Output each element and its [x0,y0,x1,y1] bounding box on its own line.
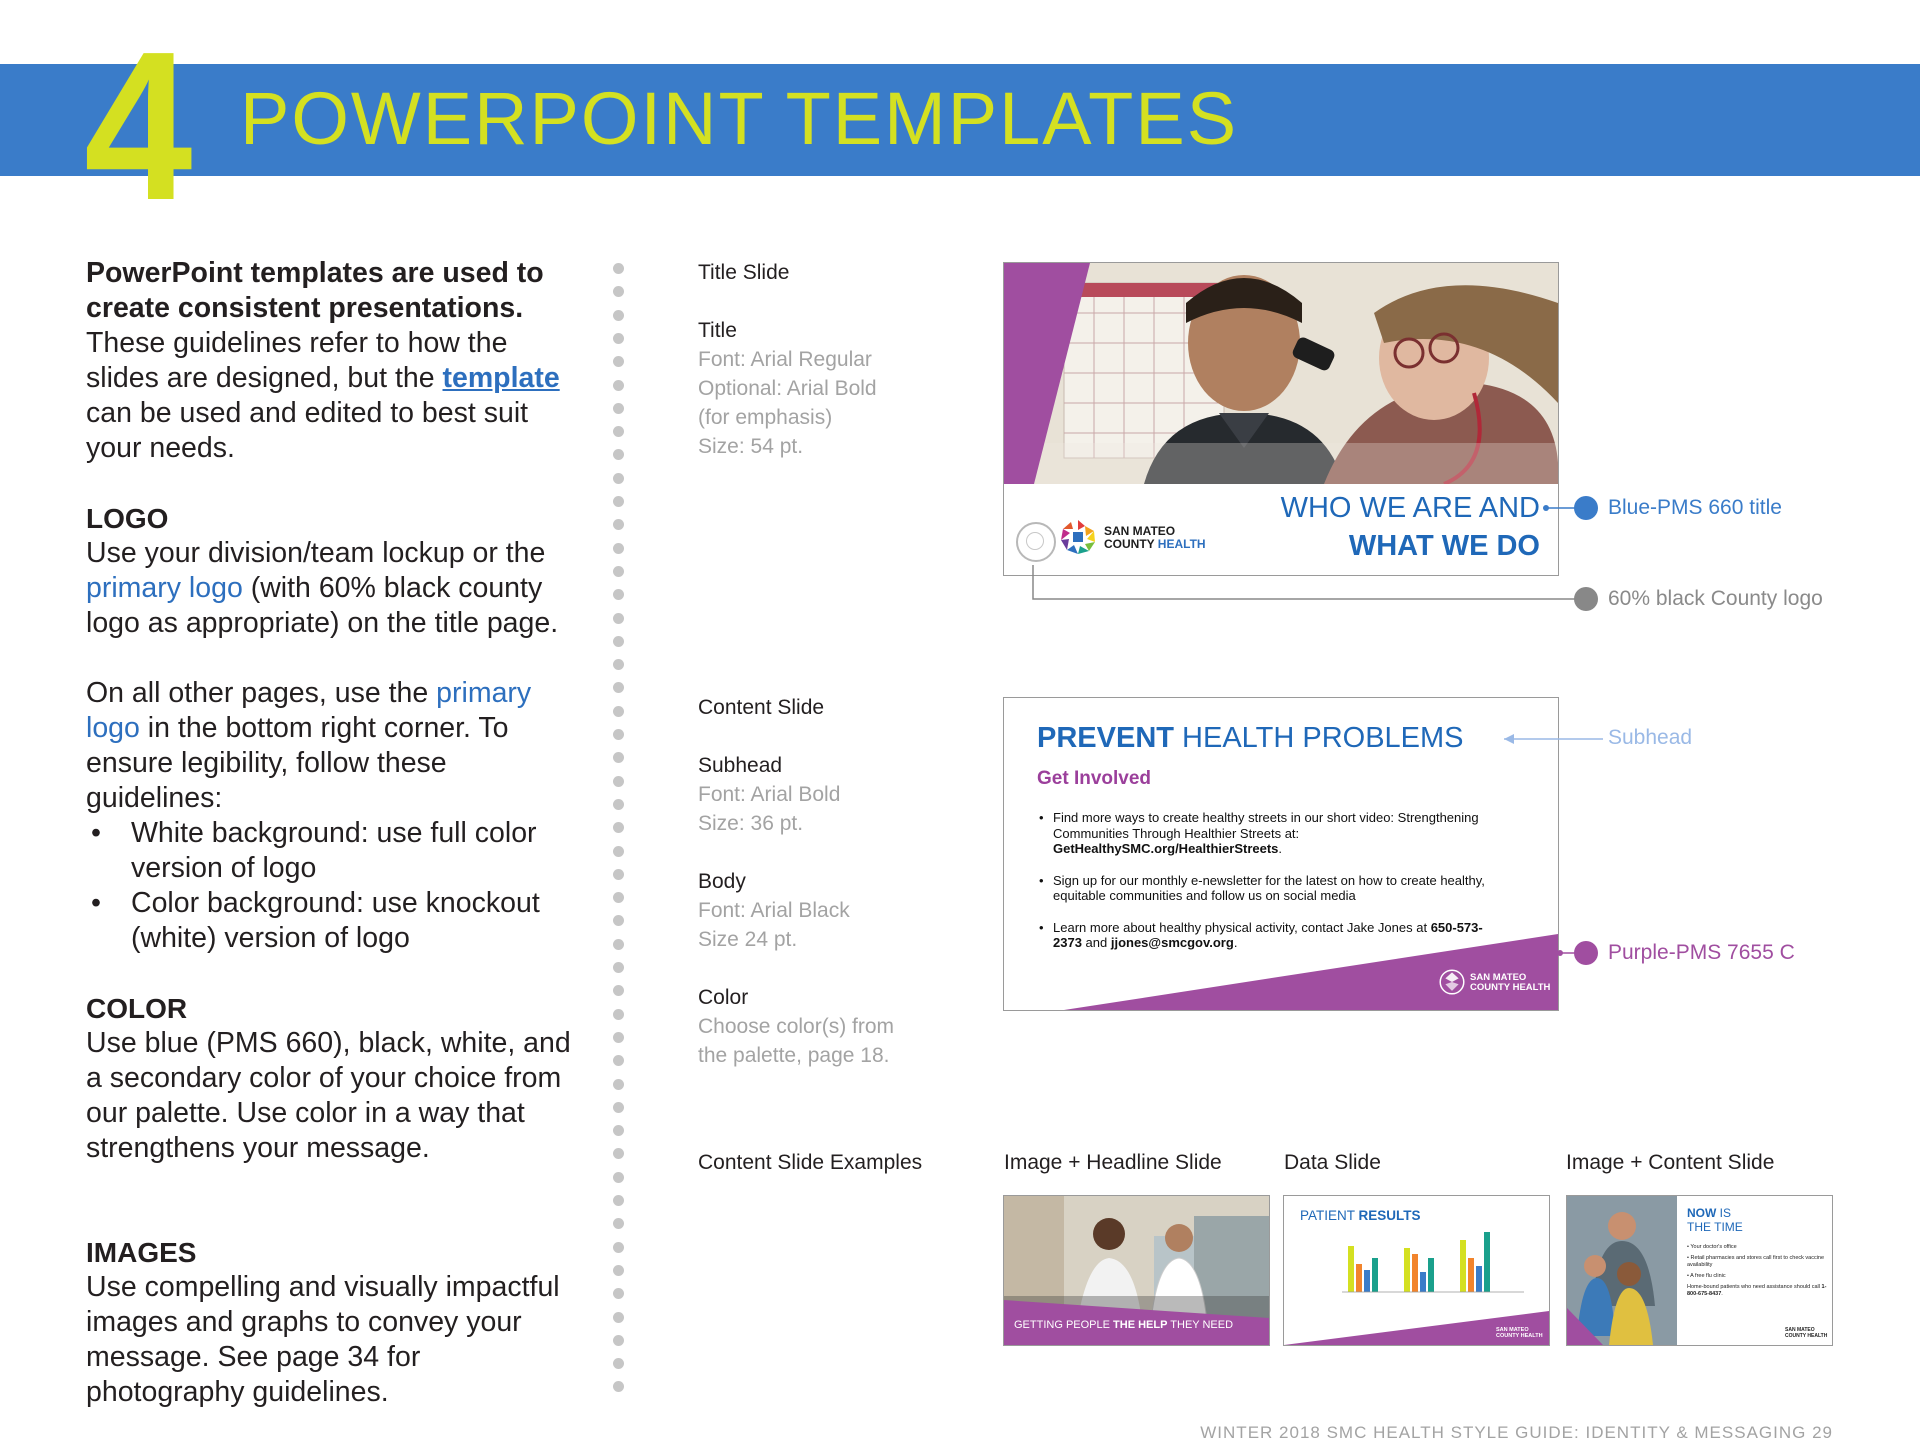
divider-dot [613,915,624,926]
images-section [86,1235,576,1410]
logo-heading: LOGO [86,503,169,534]
divider-dot [613,1032,624,1043]
divider-dot [613,1312,624,1323]
divider-dot [613,519,624,530]
divider-dot [613,962,624,973]
spec-color-label: Color [698,986,749,1009]
chart-bar [1476,1266,1482,1292]
spec-value: Size: 36 pt. [698,812,804,835]
content-slide-body [1037,810,1507,967]
intro-bold: PowerPoint templates are used to create consistent presentations. [86,257,544,324]
divider-dot [613,752,624,763]
divider-dot [613,939,624,950]
chart-bar [1364,1270,1370,1292]
title-callout-lines [1030,490,1610,610]
divider-dot [613,892,624,903]
content-slide-subhead: Get Involved [1037,768,1152,789]
headline-rest: HEALTH PROBLEMS [1173,722,1464,754]
list-item: • Learn more about healthy physical activity, contact Jake Jones at 650-573-2373 and jjones@smcgov.org. [1037,920,1507,951]
divider-dot [613,985,624,996]
title-text: IS [1716,1206,1731,1220]
blue-title-callout: Blue-PMS 660 title [1608,496,1782,519]
example-2-label: Data Slide [1284,1151,1381,1174]
divider-dot [613,356,624,367]
chart-bar [1460,1240,1466,1292]
example-image-headline-slide [1003,1195,1270,1346]
chart-bar [1468,1258,1474,1292]
list-item: • Your doctor's office [1687,1244,1737,1250]
title-slide-title-line1: WHO WE ARE AND [1280,492,1540,524]
divider-dot [613,659,624,670]
logo-line: COUNTY HEALTH [1785,1332,1828,1339]
list-item: • Retail pharmacies and stores call first to check vaccine availability [1687,1255,1825,1268]
divider-dot [613,1102,624,1113]
divider-dot [613,1148,624,1159]
logo-line: COUNTY HEALTH [1496,1333,1543,1339]
logo-text-2: On all other pages, use the [86,677,437,709]
chart-bar [1404,1248,1410,1292]
color-text: Use blue (PMS 660), black, white, and a secondary color of your choice from our palette. Use color in a way that strengthens your message. [86,1027,571,1164]
logo-line: SAN MATEO [1496,1327,1529,1333]
divider-dot [613,822,624,833]
divider-dot [613,1218,624,1229]
content-slide-preview [1003,697,1559,1011]
headline-bold: PREVENT [1037,722,1174,754]
template-link[interactable]: template [442,362,560,394]
logo-section [86,501,576,956]
example-image-content-slide [1566,1195,1833,1346]
divider-dot [613,1172,624,1183]
divider-dot [613,1079,624,1090]
title-slide-photo [1004,263,1558,484]
example-3-body [1687,1244,1827,1298]
spec-title-label: Title [698,319,737,342]
divider-dot [613,1242,624,1253]
divider-dot [613,403,624,414]
county-logo-callout: 60% black County logo [1608,587,1823,610]
note-phone: 1-800-675-8437 [1687,1284,1827,1297]
logo-line: SAN MATEO [1470,972,1527,983]
spec-value: Size 24 pt. [698,928,798,951]
divider-dot [613,776,624,787]
chart-bar [1484,1232,1490,1292]
divider-dot [613,1265,624,1276]
list-item: • Color background: use knockout (white) version of logo [86,886,576,956]
divider-dot [613,286,624,297]
title-slide-spec [698,258,958,461]
title-bold: NOW [1687,1206,1717,1220]
images-text: Use compelling and visually impactful images and graphs to convey your message. See page 34 for photography guidelines. [86,1271,560,1408]
content-callout-lines [1500,726,1620,986]
primary-logo-link-2[interactable]: primary logo [86,677,532,744]
spec-value: Font: Arial Black [698,899,850,922]
spec-value: Optional: Arial Bold (for emphasis) [698,377,877,429]
divider-dot [613,799,624,810]
title-bold: RESULTS [1358,1208,1421,1223]
chart-bar [1420,1272,1426,1292]
logo-text-2-end: in the bottom right corner. To ensure legibility, follow these guidelines: [86,712,509,814]
divider-dot [613,869,624,880]
divider-dot [613,333,624,344]
title-text: PATIENT [1300,1208,1359,1223]
example-2-logo [1496,1327,1543,1339]
chart-bar [1412,1254,1418,1292]
content-slide-spec [698,693,958,1070]
bullet-text: Learn more about healthy physical activity, contact Jake Jones at [1053,919,1431,935]
color-section [86,991,576,1166]
divider-dot [613,1125,624,1136]
divider-dot [613,706,624,717]
logo-line: COUNTY HEALTH [1470,982,1551,993]
example-data-slide [1283,1195,1550,1346]
divider-dot [613,473,624,484]
divider-dot [613,449,624,460]
divider-dot [613,543,624,554]
list-item: • Find more ways to create healthy streets in our short video: Strengthening Communities Through Healthier Streets at: GetHealthySMC.org/HealthierStreets. [1037,810,1507,857]
example-3-note: Home-bound patients who need assistance should call 1-800-675-8437. [1687,1284,1827,1297]
divider-dot [613,1055,624,1066]
list-item: • A free flu clinic [1687,1273,1726,1279]
list-item: • White background: use full color version of logo [86,816,576,886]
divider-dot [613,1381,624,1392]
title-text: THE TIME [1687,1220,1743,1234]
divider-dot [613,729,624,740]
subhead-callout: Subhead [1608,726,1693,749]
title-slide-title-line2: WHAT WE DO [1348,530,1540,562]
bullet-bold: GetHealthySMC.org/HealthierStreets [1053,841,1279,856]
divider-dot [613,682,624,693]
blue-callout-dot [1574,496,1598,520]
page-footer: WINTER 2018 SMC HEALTH STYLE GUIDE: IDENTITY & MESSAGING 29 [1200,1423,1833,1442]
caption-text: GETTING PEOPLE [1014,1319,1114,1331]
content-slide-headline [1037,722,1464,755]
logo-line: COUNTY [1104,537,1158,551]
spec-body-label: Body [698,870,746,893]
example-1-label: Image + Headline Slide [1004,1151,1222,1174]
chart-bar [1372,1258,1378,1292]
divider-dot [613,263,624,274]
example-2-bar-chart [1284,1196,1549,1345]
logo-line: SAN MATEO [1104,524,1176,538]
divider-dot [613,1195,624,1206]
primary-logo-link[interactable]: primary logo [86,572,243,604]
chart-bar [1348,1246,1354,1292]
list-item: • Sign up for our monthly e-newsletter for the latest on how to create healthy, equitable communities and follow us on social media [1037,873,1507,904]
divider-dot [613,426,624,437]
divider-dot [613,1009,624,1020]
logo-text: Use your division/team lockup or the [86,537,546,569]
divider-dot [613,1288,624,1299]
divider-dot [613,636,624,647]
knockout-logo-icon [1438,968,1466,996]
spec-value: Choose color(s) from the palette, page 18. [698,1015,895,1067]
example-3-logo [1785,1328,1827,1339]
note-text: Home-bound patients who need assistance should call [1687,1284,1822,1290]
spec-label: Title Slide [698,261,790,284]
example-3-label: Image + Content Slide [1566,1151,1775,1174]
purple-callout: Purple-PMS 7655 C [1608,941,1795,964]
example-3-title [1687,1206,1743,1234]
divider-dot [613,613,624,624]
spec-subhead-label: Subhead [698,754,783,777]
item-text: A free flu clinic [1690,1273,1726,1279]
dotted-divider [613,263,625,1403]
intro-text-end: can be used and edited to best suit your needs. [86,397,529,464]
examples-label: Content Slide Examples [698,1151,923,1174]
color-heading: COLOR [86,993,188,1024]
logo-text-end: (with 60% black county logo as appropriate) on the title page. [86,572,559,639]
logo-line: SAN MATEO [1785,1327,1815,1333]
page-title: POWERPOINT TEMPLATES [240,77,1239,160]
divider-dot [613,1358,624,1369]
divider-dot [613,566,624,577]
intro-text: These guidelines refer to how the slides are designed, but the [86,327,508,394]
item-text: Your doctor's office [1690,1244,1737,1250]
logo-line-accent: HEALTH [1157,537,1206,551]
gray-callout-dot [1574,587,1598,611]
bullet-email: jjones@smcgov.org [1110,935,1234,950]
bullet-phone: 650-573-2373 [1053,919,1483,950]
divider-dot [613,589,624,600]
images-heading: IMAGES [86,1237,197,1268]
bullet-text: Find more ways to create healthy streets in our short video: Strengthening Communities Through Healthier Streets at: [1053,810,1479,841]
divider-dot [613,310,624,321]
bullet-text: and [1081,935,1111,950]
chart-bar [1356,1264,1362,1292]
spec-value: Size: 54 pt. [698,435,804,458]
divider-dot [613,846,624,857]
caption-text: THEY NEED [1167,1319,1234,1331]
divider-dot [613,1335,624,1346]
divider-dot [613,496,624,507]
spec-value: Font: Arial Regular [698,348,872,371]
spec-value: Font: Arial Bold [698,783,841,806]
intro-paragraph [86,256,576,466]
logo-bullets [86,816,576,956]
divider-dot [613,380,624,391]
item-text: Retail pharmacies and stores call first to check vaccine availability [1687,1255,1825,1268]
section-number: 4 [84,7,187,244]
purple-callout-dot [1574,941,1598,965]
chart-bar [1428,1258,1434,1292]
caption-bold: THE HELP [1113,1319,1168,1331]
spec-label: Content Slide [698,696,825,719]
example-1-caption [1014,1319,1233,1331]
